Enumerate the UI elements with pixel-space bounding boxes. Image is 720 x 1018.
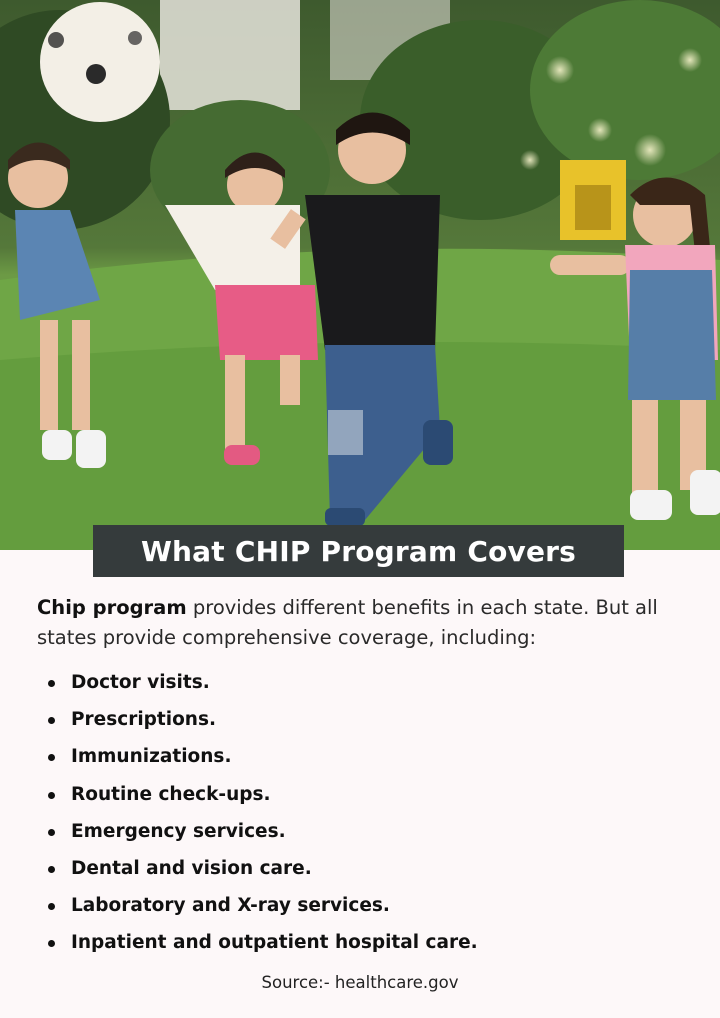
list-item: [37, 669, 687, 706]
list-item: [37, 743, 687, 780]
bullet-icon: [48, 829, 55, 836]
benefit-label: Inpatient and outpatient hospital care.: [71, 932, 478, 954]
list-item: [37, 706, 687, 743]
content-section: [37, 593, 687, 967]
benefit-label: Emergency services.: [71, 820, 286, 842]
section-title: What CHIP Program Covers: [140, 534, 577, 568]
benefit-label: Laboratory and X-ray services.: [71, 895, 390, 917]
bullet-icon: [48, 754, 55, 761]
bullet-icon: [48, 792, 55, 799]
intro-text: provides different benefits in each state. But all states provide comprehensive coverage, including:: [37, 596, 658, 649]
list-item: [37, 892, 687, 929]
intro-paragraph: [37, 593, 687, 653]
section-title-bar: [93, 525, 624, 577]
source-credit: Source:- healthcare.gov: [261, 973, 459, 992]
list-item: [37, 929, 687, 966]
bullet-icon: [48, 940, 55, 947]
intro-bold-lead: Chip program: [37, 596, 187, 619]
bullet-icon: [48, 680, 55, 687]
benefit-label: Prescriptions.: [71, 709, 217, 731]
list-item: [37, 855, 687, 892]
list-item: [37, 818, 687, 855]
benefits-list: [37, 669, 687, 967]
benefit-label: Doctor visits.: [71, 672, 210, 693]
list-item: [37, 781, 687, 818]
bullet-icon: [48, 903, 55, 910]
benefit-label: Routine check-ups.: [71, 783, 271, 805]
bullet-icon: [48, 717, 55, 724]
bullet-icon: [48, 866, 55, 873]
benefit-label: Dental and vision care.: [71, 857, 312, 879]
benefit-label: Immunizations.: [71, 746, 232, 768]
